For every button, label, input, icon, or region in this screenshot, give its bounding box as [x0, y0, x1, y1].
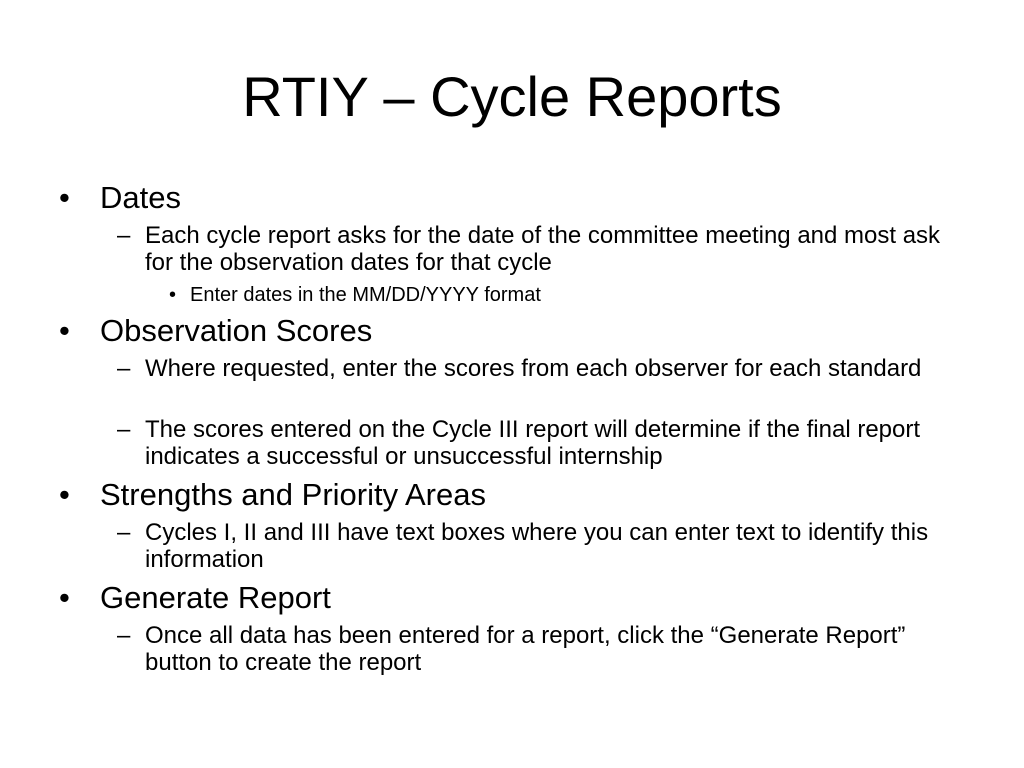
sub-bullet-item [117, 355, 965, 382]
sub-bullet-item [117, 622, 965, 676]
dash-marker: – [117, 416, 131, 443]
dash-marker: – [117, 355, 131, 382]
bullet-label: Strengths and Priority Areas [100, 477, 486, 512]
bullet-item-dates [59, 180, 980, 216]
sub-bullet-text: The scores entered on the Cycle III report will determine if the final report indicates a successful or unsuccessful internship [145, 416, 921, 470]
bullet-marker: • [59, 313, 70, 348]
bullet-label: Observation Scores [100, 313, 373, 348]
dash-marker: – [117, 519, 131, 546]
sub-sub-bullet-text: Enter dates in the MM/DD/YYYY format [190, 284, 541, 306]
sub-bullet-text: Once all data has been entered for a report, click the “Generate Report” button to create the report [145, 622, 906, 676]
bullet-item-generate-report [59, 580, 980, 616]
slide-title: RTIY – Cycle Reports [242, 65, 782, 128]
bullet-marker: • [169, 284, 177, 306]
sub-bullet-item [117, 222, 965, 276]
bullet-marker: • [59, 477, 70, 512]
sub-bullet-item [117, 519, 965, 573]
sub-sub-bullet-item [169, 283, 970, 307]
sub-bullet-text: Cycles I, II and III have text boxes where you can enter text to identify this information [145, 519, 929, 573]
bullet-marker: • [59, 180, 70, 215]
bullet-label: Dates [100, 180, 181, 215]
bullet-marker: • [59, 580, 70, 615]
sub-bullet-text: Where requested, enter the scores from each observer for each standard [145, 355, 922, 382]
sub-bullet-text: Each cycle report asks for the date of the committee meeting and most ask for the observation dates for that cycle [145, 222, 941, 276]
bullet-label: Generate Report [100, 580, 331, 615]
dash-marker: – [117, 222, 131, 249]
bullet-item-observation-scores [59, 313, 980, 349]
bullet-item-strengths-priority-areas [59, 477, 980, 513]
dash-marker: – [117, 622, 131, 649]
sub-bullet-item [117, 416, 965, 470]
